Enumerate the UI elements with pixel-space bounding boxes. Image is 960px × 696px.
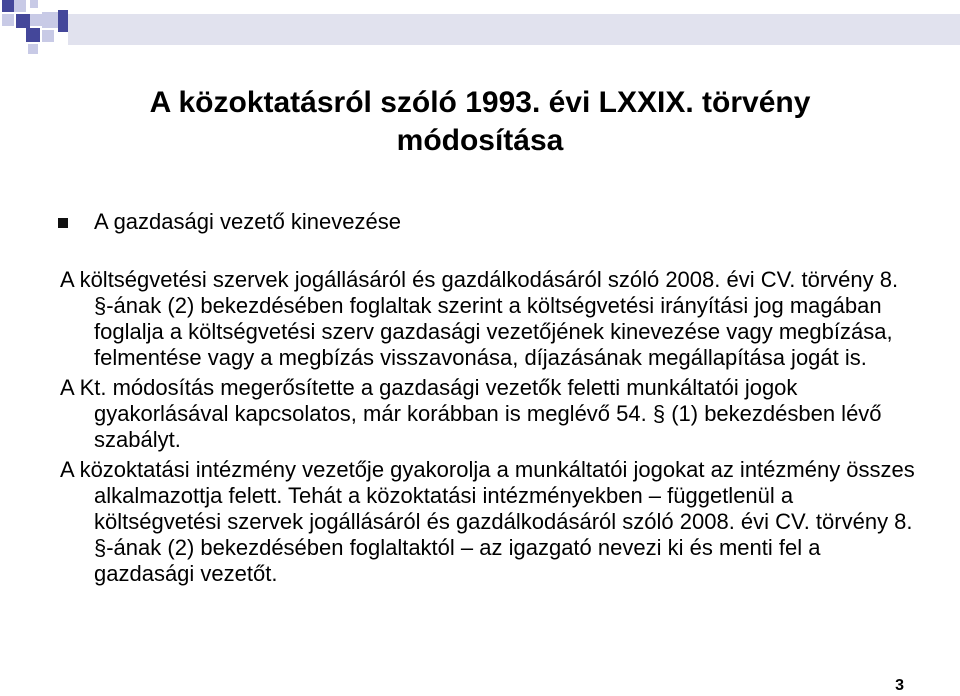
deco-square-dark-2 bbox=[16, 14, 30, 28]
decorative-header-squares bbox=[0, 0, 960, 56]
paragraph-3: A közoktatási intézmény vezetője gyakorolja a munkáltatói jogokat az intézmény összes alkalmazottja felett. Tehát a közoktatási intézményekben – függetlenül a költségvetési szervek jogállásáról és gazdálkodásáról szóló 2008. évi CV. törvény 8. §-ának (2) bekezdésében foglaltaktól – az igazgató nevezi ki és menti fel a gazdasági vezetőt. bbox=[60, 457, 915, 586]
slide-body bbox=[60, 267, 920, 591]
slide-title-line-1: A közoktatásról szóló 1993. évi LXXIX. törvény bbox=[149, 86, 811, 119]
slide-title-line-2: módosítása bbox=[396, 124, 564, 157]
deco-square-light-5 bbox=[42, 12, 58, 28]
bullet-item bbox=[58, 207, 401, 237]
deco-square-dark-4 bbox=[26, 28, 40, 42]
deco-square-light-6 bbox=[42, 30, 54, 42]
deco-square-dark-3 bbox=[58, 10, 68, 32]
paragraph-2: A Kt. módosítás megerősítette a gazdasági vezetők feletti munkáltatói jogok gyakorlásával kapcsolatos, már korábban is meglévő 54. § (1) bekezdésben lévő szabályt. bbox=[60, 375, 882, 452]
deco-square-light-2 bbox=[30, 0, 38, 8]
deco-square-light-1 bbox=[14, 0, 26, 12]
deco-square-light-7 bbox=[28, 44, 38, 54]
page-number: 3 bbox=[895, 677, 904, 694]
deco-square-light-3 bbox=[2, 14, 14, 26]
slide-title bbox=[60, 84, 900, 160]
deco-square-dark-1 bbox=[2, 0, 14, 12]
deco-square-light-4 bbox=[30, 14, 42, 26]
paragraph-1: A költségvetési szervek jogállásáról és gazdálkodásáról szóló 2008. évi CV. törvény 8. §-ának (2) bekezdésében foglaltak szerint a költségvetési irányítási jog magában foglalja a költségvetési szerv gazdasági vezetőjének kinevezése vagy megbízása, felmentése vagy a megbízás visszavonása, díjazásának megállapítása jogát is. bbox=[60, 267, 899, 370]
bullet-text: A gazdasági vezető kinevezése bbox=[94, 209, 401, 234]
square-bullet-icon bbox=[58, 218, 68, 228]
header-band bbox=[68, 14, 960, 45]
